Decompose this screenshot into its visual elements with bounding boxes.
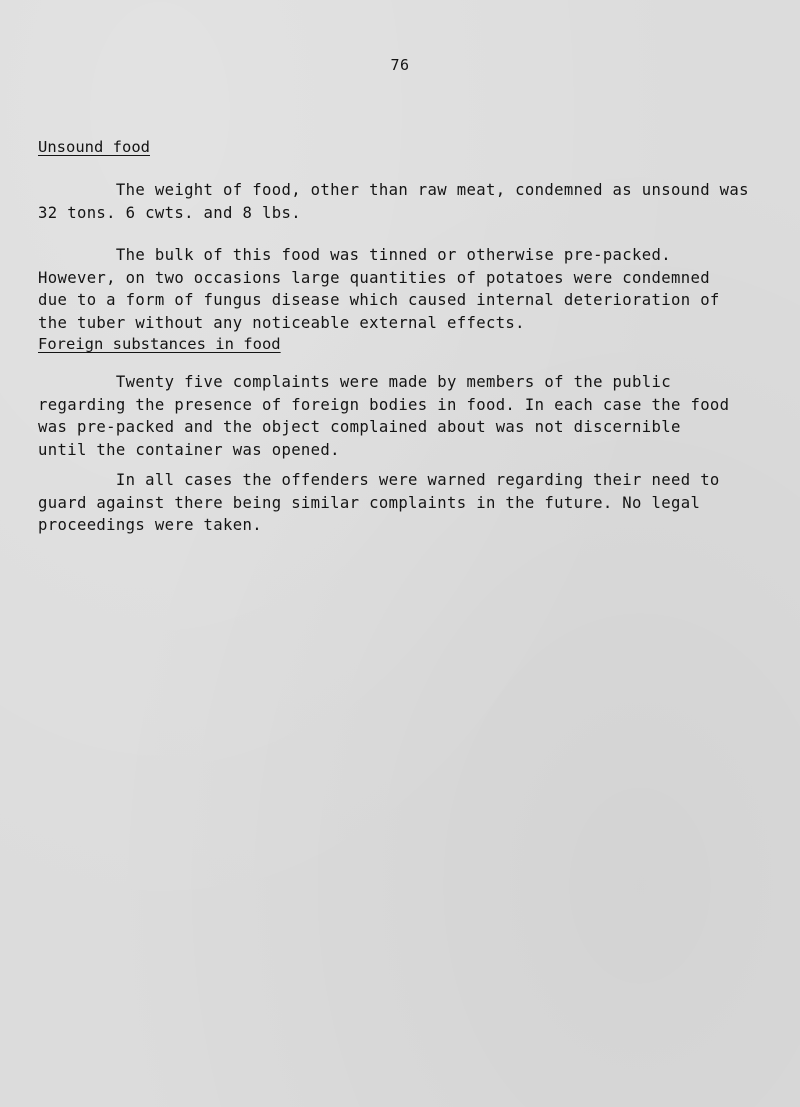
- paragraph-complaints: Twenty five complaints were made by members of the public regarding the presence of foreign bodies in food. In each case the food was pre-packed and the object complained about was not discernible until the container was opened.: [38, 373, 730, 459]
- paragraph-weight-condemned: The weight of food, other than raw meat, condemned as unsound was 32 tons. 6 cwts. and 8 lbs.: [38, 181, 749, 222]
- section-heading-foreign-substances: Foreign substances in food: [38, 335, 281, 353]
- paragraph-bulk-tinned: The bulk of this food was tinned or otherwise pre-packed. However, on two occasions large quantities of potatoes were condemned due to a form of fungus disease which caused internal deterioration of the tuber without any noticeable external effects.: [38, 246, 720, 332]
- page-number: 76: [390, 56, 410, 74]
- section-heading-unsound-food: Unsound food: [38, 138, 150, 156]
- paragraph-offenders-warned: In all cases the offenders were warned regarding their need to guard against there being similar complaints in the future. No legal proceedings were taken.: [38, 471, 720, 535]
